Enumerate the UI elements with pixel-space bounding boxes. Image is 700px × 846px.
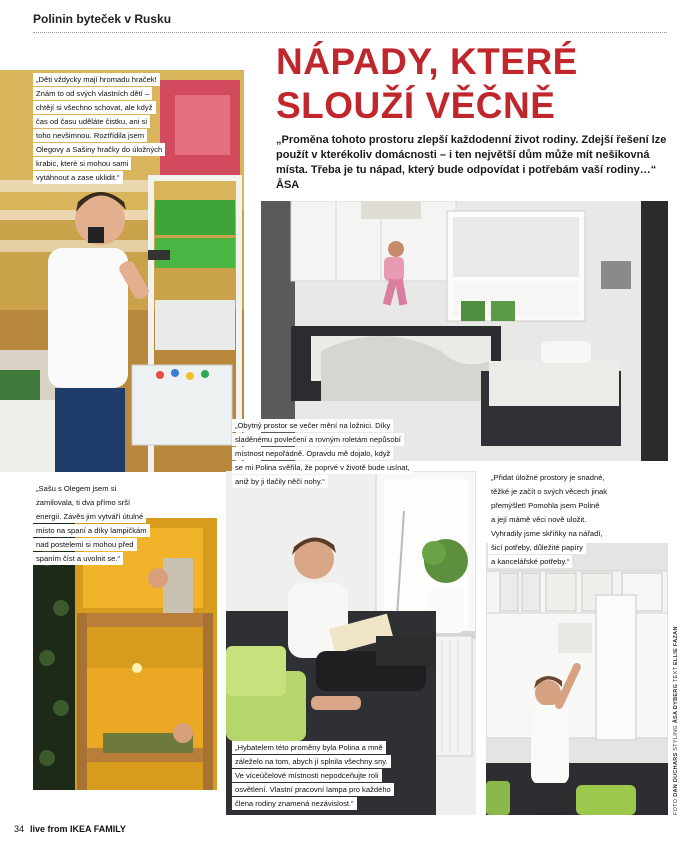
headline-line-1: NÁPADY, KTERÉ <box>276 41 578 82</box>
caption-bedroom: „Obytný prostor se večer mění na ložnici. Díky sladěnému povlečení a rovným roletám nepůsobí místnost nepořádně. Opravdu mě dojalo, když se mi Polina svěřila, že poprvé v životě bude usínat, aniž by ji tlačily něčí nohy.“ <box>232 419 413 489</box>
page-footer <box>14 824 126 834</box>
caption-storage: „Přidat úložné prostory je snadné, těžké je začít o svých věcech jinak přemýšlet! Pomohla jsem Polině a její mámě věci nově uložit. Vyhradily jsme skříňky na nářadí, šicí potřeby, důležité papíry a kancelářské potřeby.“ <box>488 471 610 569</box>
headline-line-2: SLOUŽÍ VĚČNĚ <box>276 85 556 126</box>
caption-bunk: „Sašu s Olegem jsem si zamilovala, ti dva přímo srší energií. Závěs jim vytváří útulné místo na spaní a díky lampičkám nad postelemi si mohou před spaním číst a uvolnit se.“ <box>33 482 150 566</box>
top-divider <box>33 32 667 33</box>
caption-reading: „Hybatelem této proměny byla Polina a mně záleželo na tom, abych jí splnila všechny sny. Ve víceúčelové místnosti nepodceňujte roli osvětlení. Vlastní pracovní lampa pro každého člena rodiny znamená nezávislost.“ <box>232 741 394 811</box>
photo-storage-cabinet <box>486 543 668 815</box>
caption-toys: „Děti vždycky mají hromadu hraček! Znám to od svých vlastních dětí – chtějí si všechno schovat, ale když čas od času uděláte čistku, ani si toho nevšimnou. Roztřídila jsem Olegovy a Sašiny hračky do úložných krabic, které si mohou sami vytáhnout a zase uklidit.“ <box>33 73 165 185</box>
magazine-brand: live from IKEA FAMILY <box>30 824 126 834</box>
lead-paragraph: „Proměna tohoto prostoru zlepší každodenní život rodiny. Zdejší řešení lze použít v kterékoliv domácnosti – i ten největší dům může mít nešikovná místa. Třeba je tu nápad, který bude odpovídat i potřebám vaší rodiny…“ ÅSA <box>276 134 667 191</box>
section-label: Polinin byteček v Rusku <box>33 12 172 26</box>
page-number: 34 <box>14 824 25 834</box>
photo-credit: FOTO DAN DUCHARS STYLING ÅSA DYBERG TEXT ELLIE FAZAN <box>673 626 679 815</box>
headline <box>276 40 676 128</box>
storage-cabinet-illustration <box>486 543 668 815</box>
